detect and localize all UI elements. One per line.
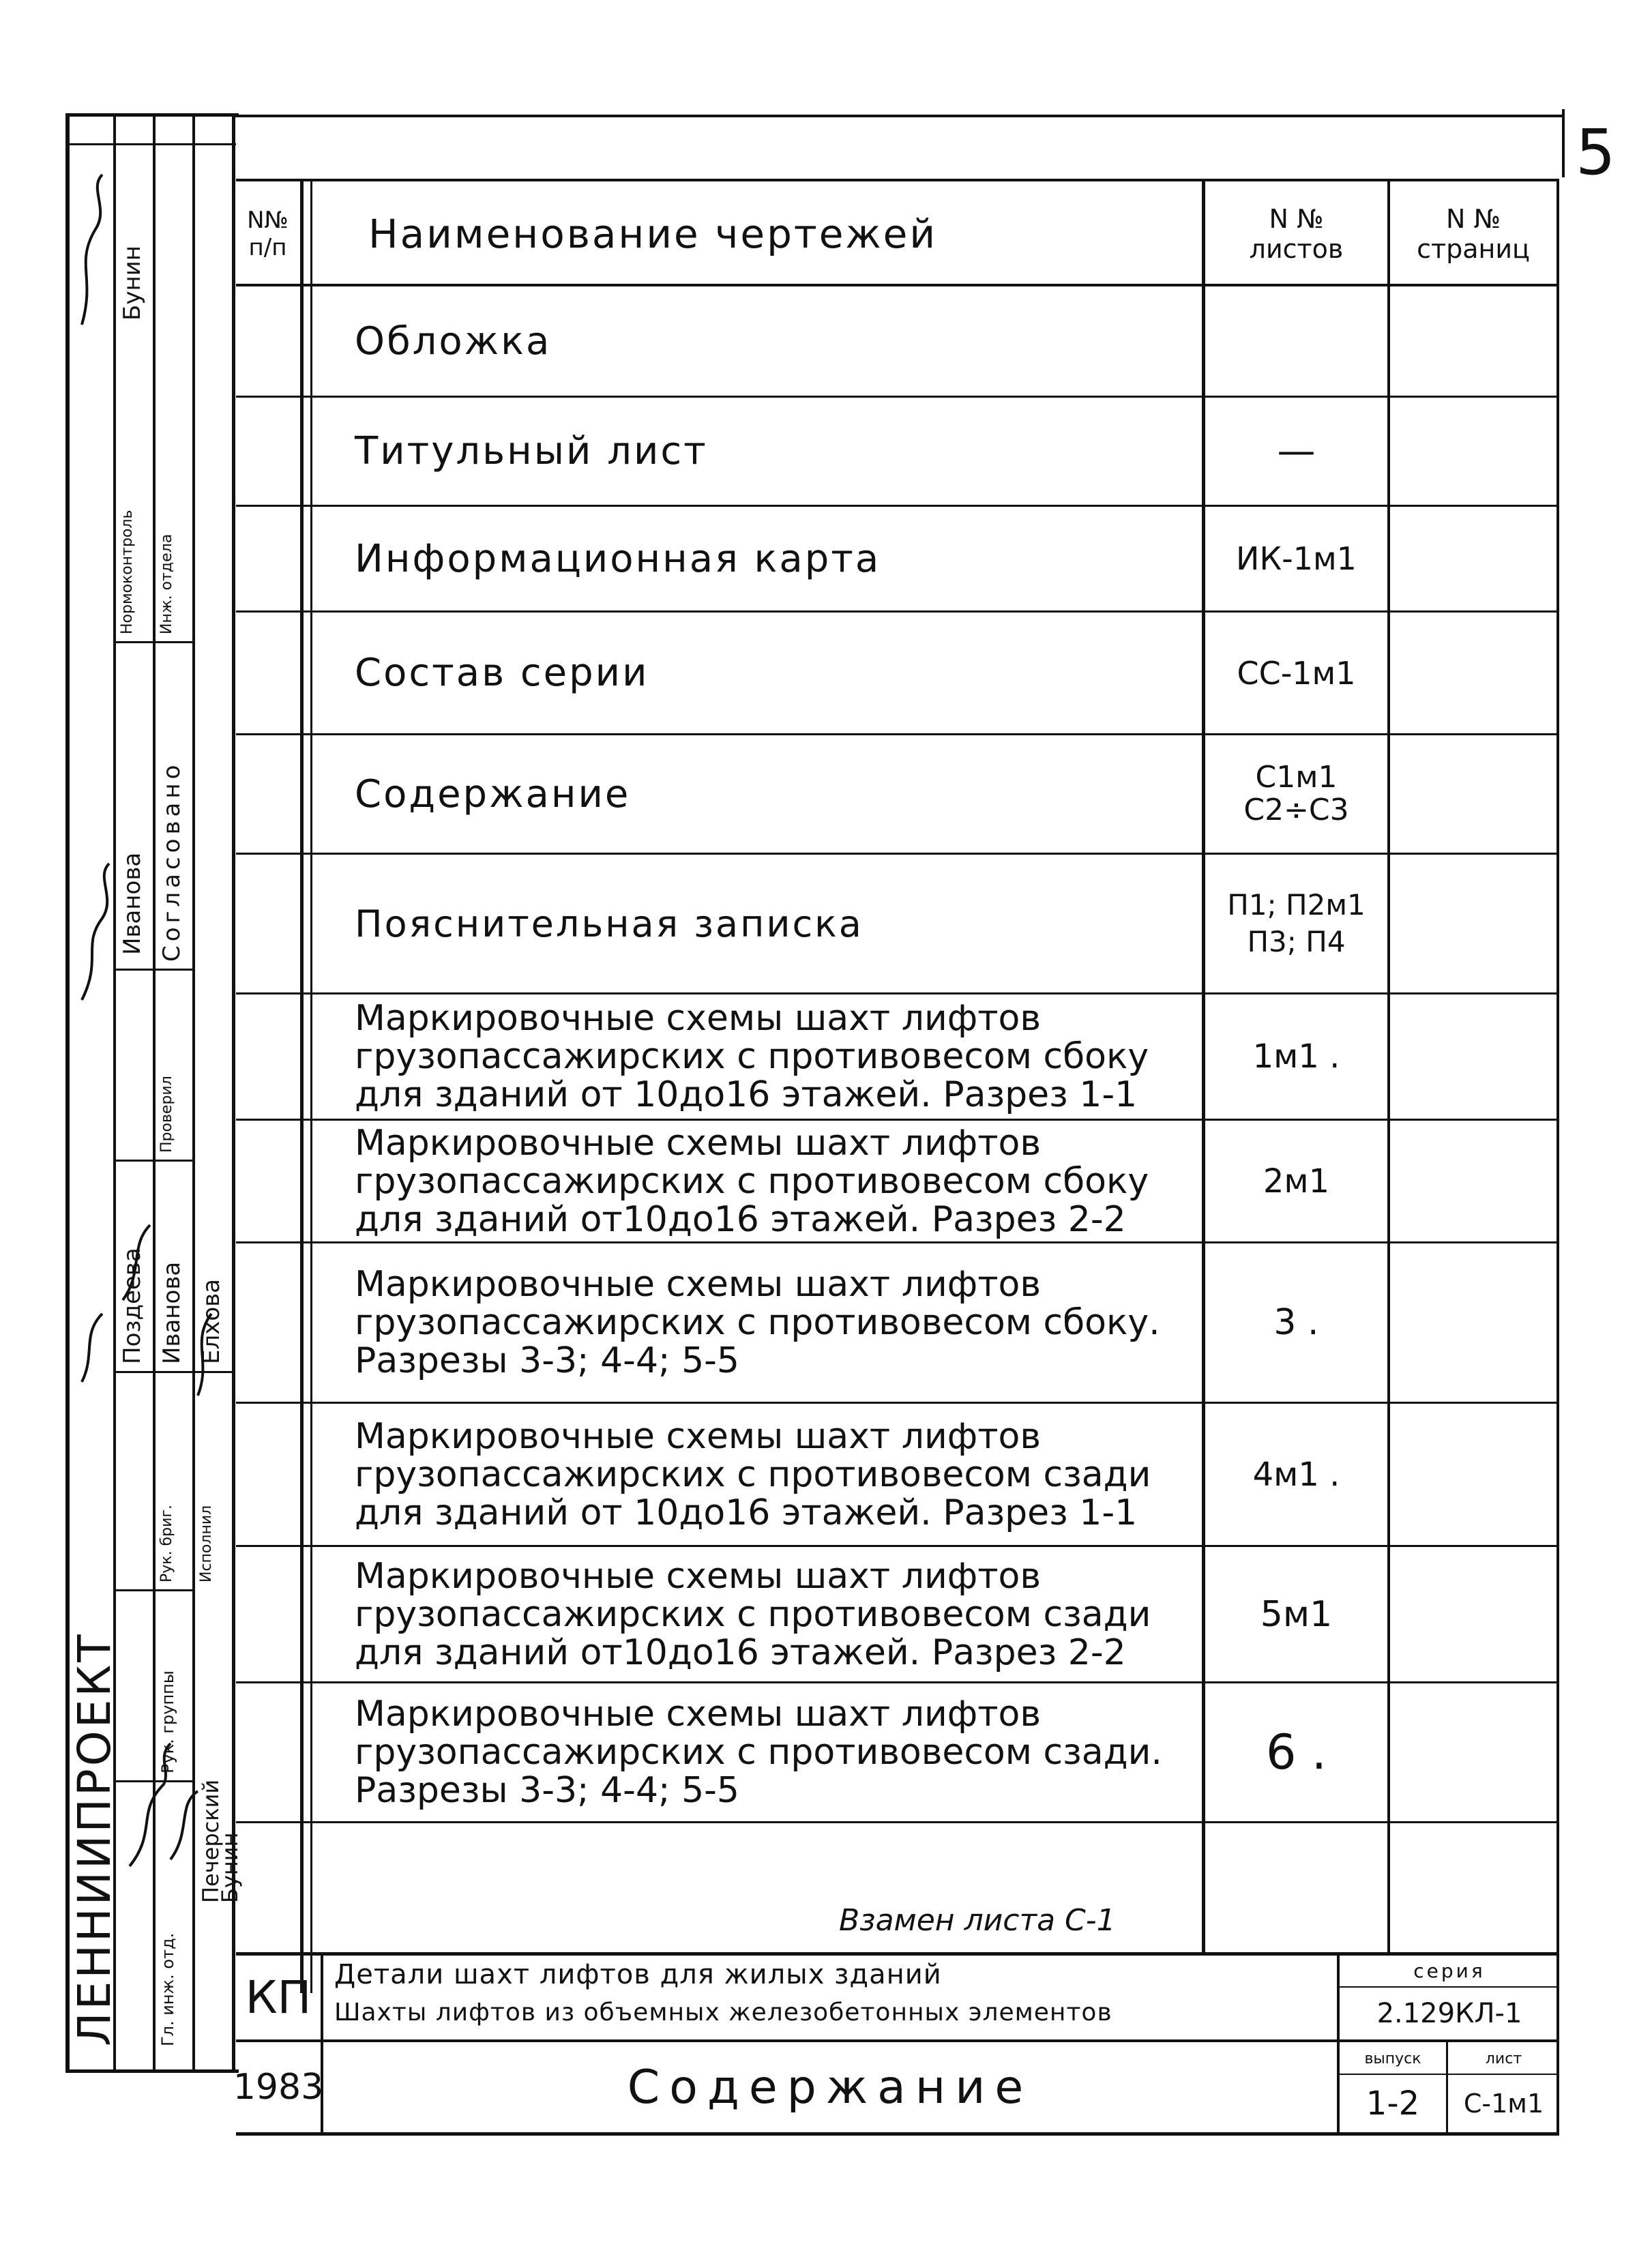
side-role-4: Рук. бриг. [158,1505,175,1582]
stamp-series-label [1340,1955,1559,1986]
stamp-issue-label [1340,2044,1446,2074]
header-col-sheets [1205,184,1387,284]
row-sheets-text: ИК-1м1 [1236,540,1357,577]
row-name-text: Маркировочные схемы шахт лифтов грузопассажирских с противовесом сзади для зданий от10до16 этажей. Разрез 2-2 [355,1555,1151,1673]
table-row-name [355,1243,1200,1402]
stamp-org-code-text: КП [245,1971,312,2024]
table-row-sheets [1205,1243,1387,1402]
row-name-text: Обложка [355,319,552,364]
table-row-name [355,398,1194,505]
side-name-1: Печерский [198,1779,224,1903]
row-sheets-text: 4м1 . [1252,1455,1340,1494]
row-sheets-text: СС-1м1 [1237,654,1356,692]
side-role-5: Проверил [158,1076,175,1153]
stamp-issue-value [1340,2075,1446,2132]
stamp-title-line2: Шахты лифтов из объемных железобетонных элементов [334,1999,1112,2026]
stamp-issue-value-text: 1-2 [1366,2084,1420,2123]
row-name-text: Титульный лист [355,429,708,473]
row-name-text: Информационная карта [355,536,881,581]
row-name-text: Маркировочные схемы шахт лифтов грузопассажирских с противовесом сзади. Разрезы 3-3; 4-4; 5-5 [355,1694,1162,1811]
row-sheets-text: 1м1 . [1252,1037,1340,1076]
table-row-sheets [1205,1683,1387,1821]
stamp-sheet-label [1448,2044,1559,2074]
row-sheets-text: 5м1 [1260,1593,1333,1635]
row-sheets-text: 2м1 [1263,1162,1330,1200]
row-sheets-text: 3 . [1273,1302,1319,1343]
stamp-year-text: 1983 [233,2067,324,2108]
row-name-text: Маркировочные схемы шахт лифтов грузопассажирских с противовесом сзади для зданий от 10до16 этажей. Разрез 1-1 [355,1415,1151,1533]
row-name-text: Пояснительная записка [355,902,864,945]
header-col-number-text: N№ п/п [247,207,289,261]
stamp-sheet-label-text: лист [1485,2050,1522,2067]
stamp-sheet-value-text: С-1м1 [1463,2089,1544,2119]
header-col-sheets-text: N № листов [1249,204,1344,264]
table-row-name [355,1683,1200,1821]
row-name-text: Маркировочные схемы шахт лифтов грузопассажирских с противовесом сбоку для зданий от 10до16 этажей. Разрез 1-1 [355,998,1149,1115]
stamp-org-code [236,1956,321,2039]
row-name-text: Маркировочные схемы шахт лифтов грузопассажирских с противовесом сбоку. Разрезы 3-3; 4-4; 5-5 [355,1264,1160,1381]
stamp-doc-title-text: Содержание [627,2060,1033,2114]
header-col-name-text: Наименование чертежей [368,211,938,257]
table-row-sheets [1205,613,1387,733]
table-row-sheets [1205,398,1387,505]
table-row-sheets [1205,1547,1387,1681]
side-role-8: Инж. отдела [158,533,175,634]
table-row-name [355,994,1200,1119]
stamp-issue-label-text: выпуск [1364,2050,1421,2067]
page-number-frame [1562,109,1565,177]
side-name-6: Иванова [119,852,146,955]
side-name-7: Бунин [119,245,146,321]
side-role-1: Гл. инж. отд. [158,1932,177,2046]
row-sheets-text: 6 . [1265,1724,1327,1780]
row-name-text: Содержание [355,771,631,816]
table-row-sheets [1205,994,1387,1119]
table-row-name [355,1121,1200,1241]
side-name-3: Поздеева [119,1248,146,1364]
table-row-name [355,286,1194,396]
table-row-name [355,735,1194,853]
side-role-6: Согласовано [158,761,186,962]
row-name-text: Состав серии [355,651,649,695]
stamp-sheet-value [1448,2075,1559,2132]
signatures [68,113,239,2071]
stamp-year [233,2042,324,2132]
table-row-sheets [1205,286,1387,396]
side-name-5: Елхова [198,1278,225,1364]
table-row-name [355,855,1194,992]
table-row-sheets [1205,1121,1387,1241]
table-row-sheets [1205,507,1387,610]
header-col-name [368,184,1187,284]
stamp-series-label-text: серия [1413,1959,1486,1982]
row-name-text: Маркировочные схемы шахт лифтов грузопассажирских с противовесом сбоку для зданий от10до16 этажей. Разрез 2-2 [355,1122,1149,1240]
table-row-sheets [1205,1404,1387,1545]
stamp-series-value-text: 2.129КЛ-1 [1376,1998,1522,2029]
side-name-2: Бунин [217,1832,243,1903]
side-name-4: Иванова [158,1261,186,1364]
stamp-series-value [1340,1988,1559,2039]
organization-name: ЛЕННИИПРОЕКТ [68,1632,121,2046]
top-border [232,115,1562,117]
side-role-3: Исполнил [198,1505,215,1582]
table-row-sheets [1205,735,1387,853]
replacement-note: Взамен листа С-1 [839,1903,1116,1938]
row-sheets-text: — [1277,429,1316,473]
table-row-name [355,1547,1200,1681]
header-col-number [235,184,300,284]
stamp-title-line1: Детали шахт лифтов для жилых зданий [334,1959,942,1990]
stamp-doc-title [323,2042,1337,2132]
table-row-sheets [1205,855,1387,992]
table-row-name [355,507,1194,610]
row-sheets-text: П1; П2м1 П3; П4 [1227,888,1366,958]
table-row-name [355,1404,1200,1545]
header-col-pages-text: N № страниц [1417,204,1530,264]
side-role-7: Нормоконтроль [119,510,136,634]
header-col-pages [1390,184,1557,284]
page-number: 5 [1576,116,1616,189]
table-row-name [355,613,1194,733]
row-sheets-text: С1м1 С2÷С3 [1243,760,1349,827]
side-role-2: Рук. группы [158,1670,177,1773]
